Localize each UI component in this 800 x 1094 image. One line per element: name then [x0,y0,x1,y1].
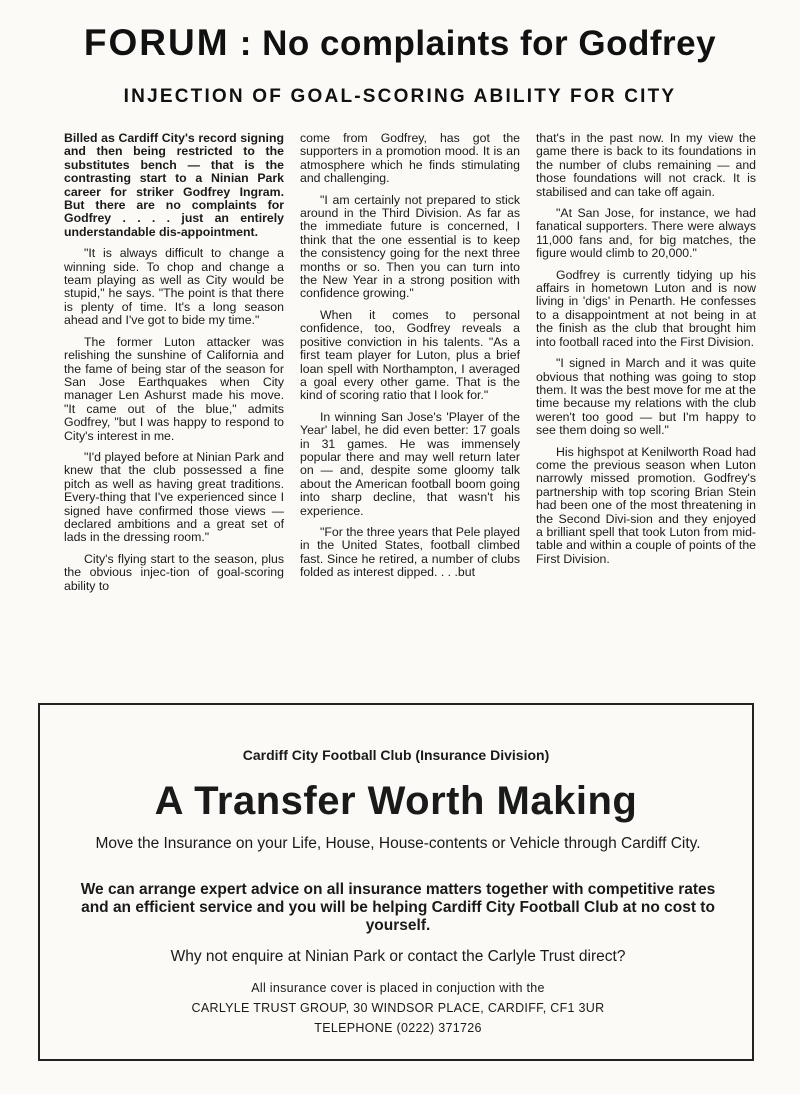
article-paragraph: "I'd played before at Ninian Park and knew that the club possessed a fine pitch as well as having great traditions. Every-thing that I've experienced since I signed have confirmed those views — declared ambitions and a great set of lads in the dressing room." [64,449,284,545]
article-column-3 [536,132,756,601]
article-paragraph: In winning San Jose's 'Player of the Year' label, he did even better: 17 goals in 31 games. He was immensely popular there and may well return later on — and, despite some gloomy talk about the American football boom going into sharp decline, that wasn't his experience. [300,409,520,518]
article-paragraph: "For the three years that Pele played in the United States, football climbed fast. Since he retired, a number of clubs folded as interest dipped. . . .but [300,524,520,580]
article-column-2 [300,132,520,601]
article-paragraph: "I am certainly not prepared to stick around in the Third Division. As far as the immediate future is concerned, I think that the one essential is to keep the consistency going for the next three months or so. Then you can turn into the New Year in a strong position with confidence growing." [300,192,520,301]
subheadline: INJECTION OF GOAL-SCORING ABILITY FOR CITY [123,86,677,107]
article-paragraph: City's flying start to the season, plus the obvious injec-tion of goal-scoring ability to [64,551,284,593]
article-paragraph: "It is always difficult to change a winning side. To chop and change a team playing as well as City would be stupid," he says. "The point is that there is plenty of time. It's a long season ahead and I've got to bide my time." [64,246,284,328]
article-paragraph: come from Godfrey, has got the supporters in a promotion mood. It is an atmosphere which he finds stimulating and challenging. [300,131,520,186]
insurance-advert [38,703,754,1061]
headline-separator: : [229,24,263,63]
article-paragraph: Godfrey is currently tidying up his affairs in hometown Luton and is now living in 'digs' in Penarth. He confesses to a disappointment at not being in at the finish as the club that brought him into football raced into the First Division. [536,267,756,349]
article-paragraph: The former Luton attacker was relishing the sunshine of California and the fame of being star of the season for San Jose Earthquakes when City manager Len Ashurst made his move. "It came out of the blue," admits Godfrey, "but I was happy to respond to City's interest in me. [64,334,284,443]
article-paragraph: "I signed in March and it was quite obvious that nothing was going to stop them. It was the best move for me at the time because my relations with the club weren't too good — but I'm happy to see them doing so well." [536,356,756,438]
headline-title: No complaints for Godfrey [262,24,717,63]
headline [0,22,800,64]
article-paragraph: that's in the past now. In my view the game there is back to its foundations in the number of clubs remaining — and those foundations will not crack. It is stabilised and can take off again. [536,131,756,199]
advert-line-3: Why not enquire at Ninian Park or contact the Carlyle Trust direct? [170,948,626,965]
article-lead-paragraph: Billed as Cardiff City's record signing and then being restricted to the substitutes bench — that is the contrasting start to a Ninian Park career for striker Godfrey Ingram. But there are no complaints for Godfrey . . . . just an entirely understandable dis-appointment. [64,131,284,239]
article-columns [64,132,756,601]
advert-title: A Transfer Worth Making [154,779,638,823]
advert-line-1: Move the Insurance on your Life, House, House-contents or Vehicle through Cardiff City. [95,835,701,852]
advert-line-2: We can arrange expert advice on all insurance matters together with competitive rates and an efficient service and you will be helping Cardiff City Football Club at no cost to yourself. [80,881,716,934]
advert-small-1: All insurance cover is placed in conjuction with the [251,981,545,995]
article-paragraph: His highspot at Kenilworth Road had come the previous season when Luton narrowly missed promotion. Godfrey's partnership with top scoring Brian Stein had been one of the most threatening in the Second Divi-sion and they enjoyed a brilliant spell that took Luton from mid-table and within a couple of points of the First Division. [536,444,756,566]
article-paragraph: When it comes to personal confidence, too, Godfrey reveals a positive conviction in his talents. "As a first team player for Luton, plus a brief loan spell with Northampton, I averaged a goal every other game. That is the kind of scoring ratio that I look for." [300,307,520,403]
advert-small-3: TELEPHONE (0222) 371726 [314,1021,482,1035]
article-paragraph: "At San Jose, for instance, we had fanatical supporters. There were always 11,000 fans and, for big matches, the figure would climb to 20,000." [536,206,756,261]
advert-small-2: CARLYLE TRUST GROUP, 30 WINDSOR PLACE, CARDIFF, CF1 3UR [191,1001,605,1015]
forum-label: FORUM [83,22,230,63]
advert-company: Cardiff City Football Club (Insurance Division) [242,747,550,763]
article-column-1 [64,132,284,601]
